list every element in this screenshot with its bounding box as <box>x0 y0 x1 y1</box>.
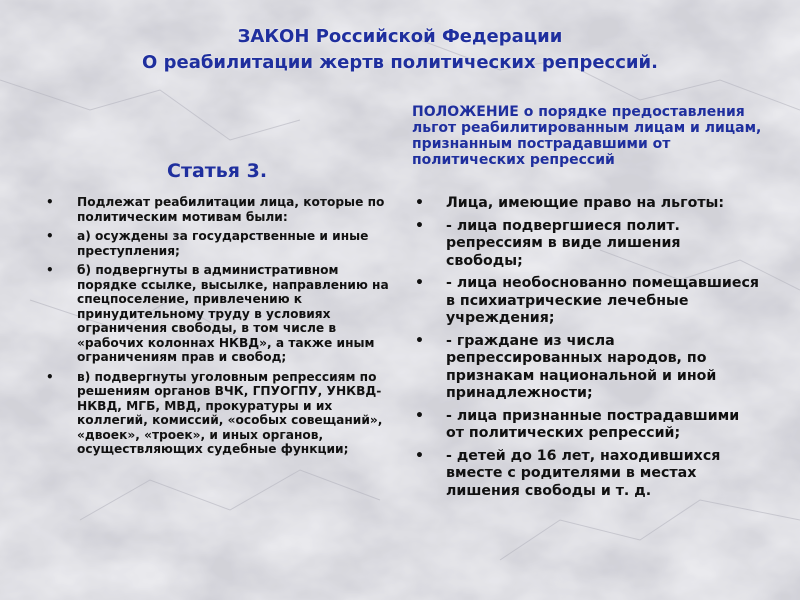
article-heading: Статья 3. <box>167 160 268 182</box>
list-item-text: - детей до 16 лет, находившихся вместе с родителями в местах лишения свободы и т. д. <box>446 447 721 499</box>
list-item-text: - граждане из числа репрессированных народов, по признакам национальной и иной принадлежности; <box>446 332 717 401</box>
bullet-icon: • <box>415 217 424 234</box>
list-item <box>44 263 394 365</box>
list-item-text: - лица признанные пострадавшими от политических репрессий; <box>446 407 740 441</box>
list-item <box>412 218 762 271</box>
bullet-icon: • <box>46 229 54 243</box>
list-item-text: Лица, имеющие право на льготы: <box>446 195 725 211</box>
title-line-2: О реабилитации жертв политических репрессий. <box>142 52 658 73</box>
list-item <box>412 195 762 213</box>
left-list <box>44 195 394 462</box>
list-item-text: а) осуждены за государственные и иные преступления; <box>77 229 369 258</box>
list-item-text: - лица необоснованно помещавшиеся в психиатрические лечебные учреждения; <box>446 275 759 326</box>
list-item-text: б) подвергнуты в административном порядке ссылке, высылке, направлению на спецпоселение, привлечению к принудительному труду в условиях ограничения свободы, в том числе в «рабочих колоннах НКВД», а также иным ограничениям прав и свобод; <box>77 263 389 364</box>
bullet-icon: • <box>46 369 54 384</box>
bullet-icon: • <box>46 195 54 209</box>
list-item-text: в) подвергнуты уголовным репрессиям по решениям органов ВЧК, ГПУОГПУ, УНКВД-НКВД, МГБ, МВД, прокуратуры и их коллегий, комиссий, «особых совещаний», «двоек», «троек», и иных органов, осуществляющих судебные функции; <box>77 369 383 456</box>
bullet-icon: • <box>415 195 424 211</box>
list-item-text: - лица подвергшиеся полит. репрессиям в виде лишения свободы; <box>446 217 681 269</box>
bullet-icon: • <box>415 447 424 464</box>
list-item-text: Подлежат реабилитации лица, которые по политическим мотивам были: <box>77 195 385 224</box>
list-item <box>412 408 762 443</box>
list-item <box>412 333 762 403</box>
title-line-1: ЗАКОН Российской Федерации <box>237 26 563 47</box>
list-item <box>44 195 394 224</box>
regulation-heading: ПОЛОЖЕНИЕ о порядке предоставления льгот реабилитированным лицам и лицам, признанным пострадавшими от политических репрессий <box>412 104 762 168</box>
list-item <box>44 229 394 258</box>
list-item <box>412 448 762 501</box>
bullet-icon: • <box>415 407 424 424</box>
right-list <box>412 195 762 505</box>
bullet-icon: • <box>46 263 54 277</box>
bullet-icon: • <box>415 332 424 349</box>
list-item <box>44 370 394 457</box>
bullet-icon: • <box>415 275 424 291</box>
list-item <box>412 275 762 328</box>
